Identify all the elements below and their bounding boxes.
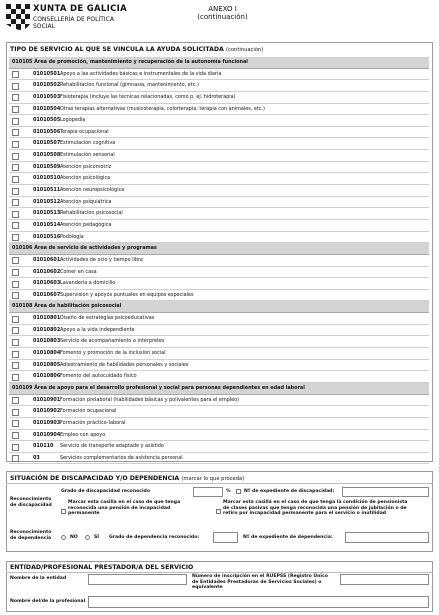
service-option-row[interactable] <box>9 267 429 279</box>
annex-subtitle: (continuación) <box>197 13 248 22</box>
service-option-code: 01010514 <box>33 221 61 228</box>
service-option-code: 01010904 <box>33 431 61 438</box>
service-option-checkbox[interactable] <box>12 211 19 218</box>
service-option-checkbox[interactable] <box>12 269 19 276</box>
service-option-description: Apoyo a la vida independiente <box>60 326 135 333</box>
service-option-row[interactable] <box>9 138 429 150</box>
service-option-row[interactable] <box>9 348 429 360</box>
service-option-checkbox[interactable] <box>12 351 19 358</box>
service-option-code: 01010511 <box>33 187 61 194</box>
service-option-code: 01010510 <box>33 175 61 182</box>
service-option-row[interactable] <box>9 290 429 302</box>
entity-divider <box>6 572 433 573</box>
service-option-code: 01010502 <box>33 82 61 89</box>
service-option-row[interactable] <box>9 92 429 104</box>
entity-title: ENTIDAD/PROFESIONAL PRESTADOR/A DEL SERVICIO <box>10 564 194 571</box>
service-option-checkbox[interactable] <box>12 106 19 113</box>
service-option-checkbox[interactable] <box>12 420 19 427</box>
percent-sign: % <box>226 489 231 494</box>
service-option-description: Atención psicomotriz <box>60 163 112 170</box>
dependency-recognition-line-2: de dependencia <box>10 535 52 541</box>
professional-name-input[interactable] <box>88 596 429 608</box>
service-type-title-note: (continuación) <box>225 47 264 53</box>
service-option-checkbox[interactable] <box>12 129 19 136</box>
ruepss-number-line-1: Número de inscripción en el RUEPSS (Registro Único <box>192 574 328 579</box>
disability-title-text: SITUACIÓN DE DISCAPACIDAD Y/O DEPENDENCIA <box>10 475 180 482</box>
service-option-row[interactable] <box>9 360 429 372</box>
service-option-checkbox[interactable] <box>12 153 19 160</box>
service-option-checkbox[interactable] <box>12 444 19 451</box>
service-option-description: Diseño de estrategias psicoeducativas <box>60 315 155 322</box>
dependency-no-radio[interactable] <box>61 535 66 540</box>
service-option-code: 03 <box>33 454 40 461</box>
service-option-code: 01010505 <box>33 117 61 124</box>
service-option-checkbox[interactable] <box>12 71 19 78</box>
service-option-code: 01010607 <box>33 291 61 298</box>
service-option-checkbox[interactable] <box>12 118 19 125</box>
ruepss-number-input[interactable] <box>340 574 429 585</box>
service-option-checkbox[interactable] <box>12 257 19 264</box>
dependency-degree-label: Grado de dependencia reconocido: <box>109 535 200 540</box>
service-option-code: 01010508 <box>33 152 61 159</box>
service-option-checkbox[interactable] <box>12 374 19 381</box>
service-option-row[interactable] <box>9 336 429 348</box>
service-option-code: 01010507 <box>33 140 61 147</box>
service-option-code: 01010601 <box>33 256 61 263</box>
service-option-description: Servicio de acompañamiento e intérpretes <box>60 338 165 345</box>
disability-recognition-line-2: de discapacidad <box>10 502 52 508</box>
passive-class-pension-line-3: retiro por incapacidad permanente para el servicio o inutilidad <box>223 511 387 517</box>
ruepss-number-line-2: de Entidades Prestadoras de Servicios Sociales) o <box>192 579 322 585</box>
xunta-shield-logo <box>6 4 30 31</box>
service-option-description: Estimulación sensorial <box>60 152 115 159</box>
service-option-code: 01010903 <box>33 419 61 426</box>
service-area-header: 010108 Área de habilitación psicosocial <box>9 301 429 313</box>
service-option-checkbox[interactable] <box>12 432 19 439</box>
service-option-row[interactable] <box>9 371 429 383</box>
passive-class-pension-line-2: de clases pasivas que tenga reconocida una pensión de jubilación o de <box>223 505 407 511</box>
service-option-row[interactable] <box>9 278 429 290</box>
dependency-yes-label: SÍ <box>94 535 100 540</box>
service-option-code: 01010902 <box>33 408 61 415</box>
service-option-row[interactable] <box>9 104 429 116</box>
service-option-row[interactable] <box>9 208 429 220</box>
annex-heading <box>190 5 255 21</box>
service-option-description: Apoyo a las actividades básicas e instrumentales de la vida diaria <box>60 70 222 77</box>
service-option-description: Fomento del autocuidado físico <box>60 373 137 380</box>
annex-title: ANEXO I <box>208 5 237 13</box>
service-option-code: 01010804 <box>33 350 61 357</box>
service-option-code: 01010509 <box>33 163 61 170</box>
service-option-checkbox[interactable] <box>12 222 19 229</box>
service-option-row[interactable] <box>9 313 429 325</box>
incapacity-pension-line-1: Marcar esta casilla en el caso de que tenga <box>68 500 181 505</box>
incapacity-pension-line-2: reconocida una pensión de incapacidad <box>68 505 171 511</box>
ruepss-number-label <box>192 574 337 591</box>
service-area-header: 010109 Área de apoyo para el desarrollo profesional y social para personas dependientes en edad laboral <box>9 383 429 395</box>
service-option-description: Fisioterapia (incluye las técnicas relacionadas, como p. ej. hidroterapia) <box>60 93 236 100</box>
service-option-code: 01010802 <box>33 326 61 333</box>
service-option-checkbox[interactable] <box>12 409 19 416</box>
service-option-description: Atención psicológica <box>60 175 111 182</box>
service-option-description: Empleo con apoyo <box>60 431 106 438</box>
service-option-row[interactable] <box>9 197 429 209</box>
passive-class-pension-line-1: Marcar esta casilla en el caso de que tenga la condición de pensionista <box>223 500 408 505</box>
ruepss-number-line-3: equivalente <box>192 585 223 591</box>
service-option-checkbox[interactable] <box>12 234 19 241</box>
service-option-row[interactable] <box>9 441 429 453</box>
service-option-description: Rehabilitación psicosocial <box>60 210 123 217</box>
service-option-row[interactable] <box>9 406 429 418</box>
percent-checkbox[interactable] <box>236 489 241 494</box>
professional-name-label: Nombre del/de la profesional <box>10 599 86 604</box>
service-option-row[interactable] <box>9 430 429 442</box>
disability-recognition-line-1: Reconocimiento <box>10 497 52 502</box>
service-option-row[interactable] <box>9 150 429 162</box>
service-option-checkbox[interactable] <box>12 83 19 90</box>
service-option-row[interactable] <box>9 325 429 337</box>
service-option-checkbox[interactable] <box>12 455 19 462</box>
org-name: XUNTA DE GALICIA <box>33 4 127 14</box>
service-option-row[interactable] <box>9 162 429 174</box>
passive-class-pension-label <box>223 500 431 517</box>
service-option-checkbox[interactable] <box>12 141 19 148</box>
incapacity-pension-checkbox[interactable] <box>61 509 66 514</box>
service-option-code: 01010901 <box>33 396 61 403</box>
service-option-row[interactable] <box>9 69 429 81</box>
service-type-title-text: TIPO DE SERVICIO AL QUE SE VINCULA LA AYUDA SOLICITADA <box>10 46 224 53</box>
service-option-code: 01010501 <box>33 70 61 77</box>
service-option-description: Atención pedagógica <box>60 221 112 228</box>
service-option-checkbox[interactable] <box>12 94 19 101</box>
service-option-code: 01010806 <box>33 373 61 380</box>
service-option-description: Supervisión y apoyos puntuales en equipos especiales <box>60 291 194 298</box>
disability-divider <box>6 483 433 484</box>
service-option-code: 01010803 <box>33 338 61 345</box>
dependency-recognition-label <box>10 530 51 541</box>
service-option-description: Adiestramiento de habilidades personales y sociales <box>60 361 189 368</box>
dependency-degree-input[interactable] <box>213 532 238 543</box>
org-department-line-1: CONSELLERÍA DE POLÍTICA <box>33 16 114 23</box>
service-option-description: Logopedia <box>60 117 86 124</box>
disability-file-number-label: Nº de expediente de discapacidad: <box>244 489 335 494</box>
service-type-list <box>9 57 429 464</box>
service-option-description: Atención neuropsicológica <box>60 187 125 194</box>
service-option-description: Podología <box>60 233 84 240</box>
service-option-description: Formación prelaboral (habilidades básicas y polivalentes para el empleo) <box>60 396 240 403</box>
dependency-file-number-input[interactable] <box>345 532 429 543</box>
service-option-code: 01010513 <box>33 210 61 217</box>
service-option-row[interactable] <box>9 453 429 465</box>
service-option-code: 01010602 <box>33 268 61 275</box>
service-option-description: Comer en casa <box>60 268 97 275</box>
service-option-row[interactable] <box>9 255 429 267</box>
service-option-checkbox[interactable] <box>12 362 19 369</box>
service-option-checkbox[interactable] <box>12 176 19 183</box>
service-option-description: Otras terapias alternativas (musicoterapia, colorterapia, terapia con animales, etc.) <box>60 105 265 112</box>
disability-degree-label: Grado de discapacidad reconocido <box>61 489 150 494</box>
service-option-checkbox[interactable] <box>12 281 19 288</box>
service-option-row[interactable] <box>9 232 429 244</box>
service-option-checkbox[interactable] <box>12 292 19 299</box>
passive-class-pension-checkbox[interactable] <box>216 509 221 514</box>
service-option-description: Actividades de ocio y tiempo libre <box>60 256 143 263</box>
service-option-row[interactable] <box>9 418 429 430</box>
service-type-title <box>10 46 263 53</box>
service-option-row[interactable] <box>9 173 429 185</box>
service-option-checkbox[interactable] <box>12 188 19 195</box>
service-option-code: 01010506 <box>33 128 61 135</box>
service-option-row[interactable] <box>9 80 429 92</box>
service-option-description: Servicios complementarios de asistencia personal <box>60 454 183 461</box>
dependency-file-number-label: Nº de expediente de dependencia: <box>243 535 333 540</box>
service-option-description: Terapia ocupacional <box>60 128 109 135</box>
service-option-code: 01010504 <box>33 105 61 112</box>
service-option-row[interactable] <box>9 395 429 407</box>
service-option-description: Servicio de transporte adaptado y asistido <box>60 443 164 450</box>
disability-title-note: (marcar lo que proceda) <box>181 476 245 482</box>
service-option-description: Atención psiquiátrica <box>60 198 112 205</box>
service-option-checkbox[interactable] <box>12 339 19 346</box>
service-option-code: 01010516 <box>33 233 61 240</box>
service-option-checkbox[interactable] <box>12 327 19 334</box>
org-department <box>33 16 114 30</box>
service-option-row[interactable] <box>9 220 429 232</box>
service-option-description: Formación ocupacional <box>60 408 117 415</box>
service-option-description: Lavandería a domicilio <box>60 280 116 287</box>
service-option-code: 01010503 <box>33 93 61 100</box>
org-department-line-2: SOCIAL <box>33 23 55 31</box>
entity-name-label: Nombre de la entidad <box>10 576 67 581</box>
disability-recognition-label <box>10 497 52 508</box>
service-option-checkbox[interactable] <box>12 316 19 323</box>
disability-file-number-input[interactable] <box>342 487 429 497</box>
dependency-yes-radio[interactable] <box>85 535 90 540</box>
incapacity-pension-line-3: permanente <box>68 511 100 517</box>
service-option-code: 010110 <box>33 443 54 450</box>
entity-name-input[interactable] <box>88 574 187 585</box>
dependency-recognition-line-1: Reconocimiento <box>10 530 52 535</box>
service-option-description: Estimulación cognitiva <box>60 140 116 147</box>
service-option-code: 01010603 <box>33 280 61 287</box>
service-area-header: 010106 Área de servicio de actividades y programas <box>9 243 429 255</box>
incapacity-pension-label <box>68 500 213 517</box>
disability-degree-input[interactable] <box>193 487 223 497</box>
service-option-row[interactable] <box>9 127 429 139</box>
service-option-code: 01010805 <box>33 361 61 368</box>
dependency-no-label: NO <box>70 535 78 540</box>
service-option-description: Rehabilitación funcional (gimnasia, mantenimiento, etc.) <box>60 82 199 89</box>
service-option-checkbox[interactable] <box>12 397 19 404</box>
service-option-checkbox[interactable] <box>12 199 19 206</box>
service-option-row[interactable] <box>9 115 429 127</box>
service-option-checkbox[interactable] <box>12 164 19 171</box>
service-option-description: Fomento y promoción de la inclusión social <box>60 350 166 357</box>
service-option-code: 01010801 <box>33 315 61 322</box>
service-option-row[interactable] <box>9 185 429 197</box>
service-option-description: Formación práctico-laboral <box>60 419 126 426</box>
disability-title <box>10 475 244 482</box>
service-option-code: 01010512 <box>33 198 61 205</box>
service-area-header: 010105 Área de promoción, mantenimiento y recuperación de la autonomía funcional <box>9 57 429 69</box>
